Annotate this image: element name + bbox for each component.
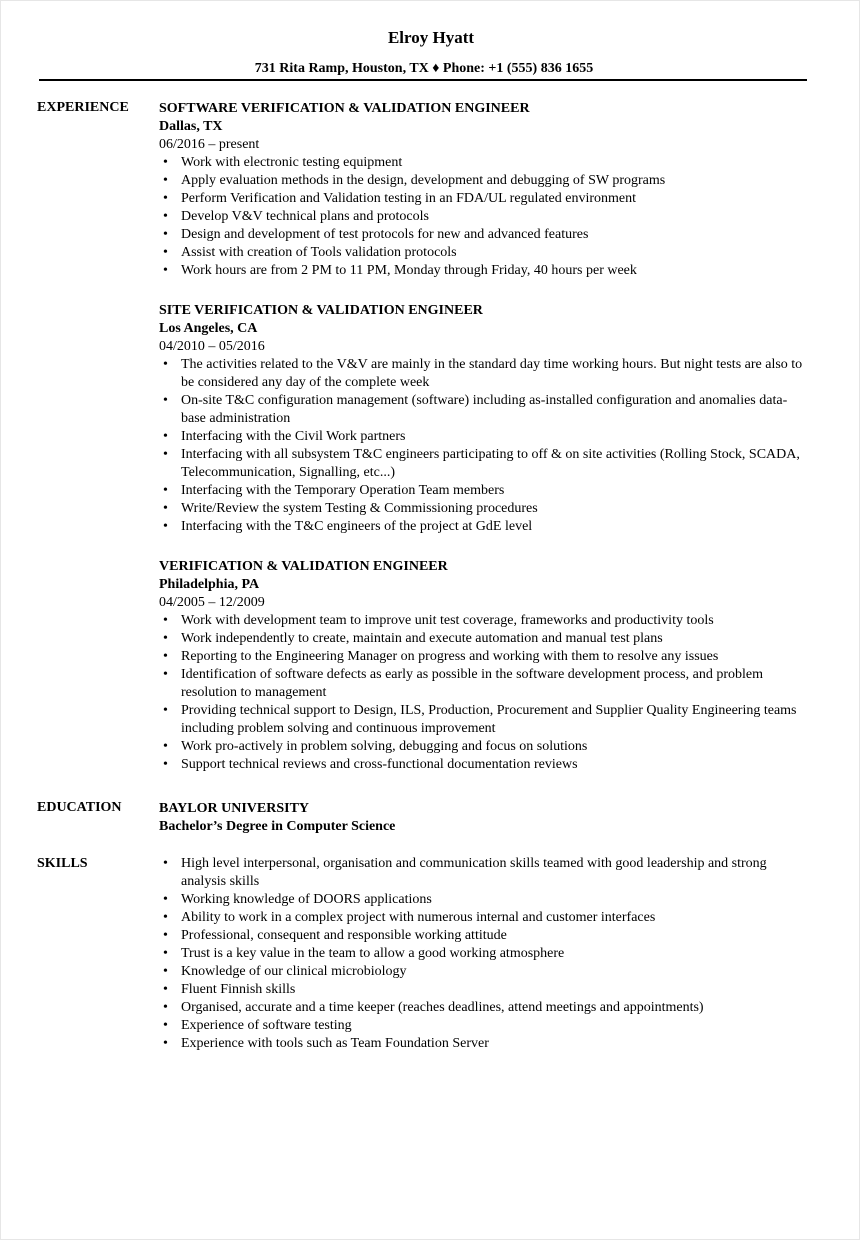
job-location: Los Angeles, CA (159, 321, 258, 336)
bullet-icon: • (163, 946, 168, 961)
job-dates: 04/2010 – 05/2016 (159, 339, 265, 354)
bullet-icon: • (163, 483, 168, 498)
bullet-icon: • (163, 227, 168, 242)
bullet-icon: • (163, 856, 168, 871)
list-item: • Fluent Finnish skills (163, 982, 296, 997)
job-1 (159, 100, 809, 280)
list-item: • Working knowledge of DOORS applications (163, 892, 432, 907)
list-item: • Interfacing with the Temporary Operation Team members (163, 483, 505, 498)
list-item: • Experience of software testing (163, 1018, 352, 1033)
bullet-icon: • (163, 613, 168, 628)
list-item: • Interfacing with the T&C engineers of the project at GdE level (163, 519, 533, 534)
bullet-icon: • (163, 667, 168, 682)
bullet-icon: • (163, 1036, 168, 1051)
job-title: SITE VERIFICATION & VALIDATION ENGINEER (159, 303, 483, 318)
list-item: • Interfacing with the Civil Work partners (163, 429, 406, 444)
job-bullet-list (159, 356, 809, 536)
skills-list (159, 855, 809, 1053)
bullet-icon: • (163, 631, 168, 646)
bullet-icon: • (163, 155, 168, 170)
job-2 (159, 302, 809, 536)
list-item: • Trust is a key value in the team to allow a good working atmosphere (163, 946, 565, 961)
bullet-icon: • (163, 245, 168, 260)
bullet-icon: • (163, 501, 168, 516)
list-item: • Support technical reviews and cross-functional documentation reviews (163, 757, 578, 772)
list-item: • Organised, accurate and a time keeper (reaches deadlines, attend meetings and appointments) (163, 1000, 704, 1015)
bullet-icon: • (163, 649, 168, 664)
list-item: • Knowledge of our clinical microbiology (163, 964, 407, 979)
bullet-icon: • (163, 703, 168, 718)
job-bullet-list (159, 154, 809, 280)
job-bullet-list (159, 612, 809, 774)
list-item: • Reporting to the Engineering Manager on progress and working with them to resolve any issues (163, 649, 719, 664)
list-item: • Interfacing with all subsystem T&C engineers participating to off & on site activities (Rolling Stock, SCADA, Telecommunication, Signalling, etc...) (163, 447, 800, 480)
degree: Bachelor’s Degree in Computer Science (159, 819, 396, 834)
experience-label: EXPERIENCE (37, 100, 129, 115)
bullet-icon: • (163, 429, 168, 444)
list-item: • Professional, consequent and responsible working attitude (163, 928, 507, 943)
list-item: • Ability to work in a complex project with numerous internal and customer interfaces (163, 910, 656, 925)
bullet-icon: • (163, 191, 168, 206)
bullet-icon: • (163, 447, 168, 462)
list-item: • Work with development team to improve unit test coverage, frameworks and productivity tools (163, 613, 714, 628)
bullet-icon: • (163, 1018, 168, 1033)
bullet-icon: • (163, 982, 168, 997)
list-item: • Write/Review the system Testing & Commissioning procedures (163, 501, 538, 516)
list-item: • Assist with creation of Tools validation protocols (163, 245, 457, 260)
school-name: BAYLOR UNIVERSITY (159, 801, 310, 816)
list-item: • Apply evaluation methods in the design, development and debugging of SW programs (163, 173, 666, 188)
job-title: SOFTWARE VERIFICATION & VALIDATION ENGINEER (159, 101, 530, 116)
job-dates: 04/2005 – 12/2009 (159, 595, 265, 610)
job-title: VERIFICATION & VALIDATION ENGINEER (159, 559, 448, 574)
list-item: • Work with electronic testing equipment (163, 155, 403, 170)
education-label: EDUCATION (37, 800, 122, 815)
bullet-icon: • (163, 757, 168, 772)
list-item: • High level interpersonal, organisation and communication skills teamed with good leadership and strong analysis skills (163, 856, 767, 889)
job-location: Philadelphia, PA (159, 577, 260, 592)
list-item: • On-site T&C configuration management (software) including as-installed configuration and anomalies data-base administration (163, 393, 788, 426)
bullet-icon: • (163, 173, 168, 188)
job-location: Dallas, TX (159, 119, 223, 134)
bullet-icon: • (163, 928, 168, 943)
bullet-icon: • (163, 209, 168, 224)
list-item: • Work pro-actively in problem solving, debugging and focus on solutions (163, 739, 588, 754)
bullet-icon: • (163, 519, 168, 534)
list-item: • The activities related to the V&V are mainly in the standard day time working hours. But night tests are also to be considered any day of the complete week (163, 357, 803, 390)
bullet-icon: • (163, 357, 168, 372)
skills-block (159, 855, 809, 1053)
list-item: • Work independently to create, maintain and execute automation and manual test plans (163, 631, 663, 646)
bullet-icon: • (163, 892, 168, 907)
list-item: • Develop V&V technical plans and protocols (163, 209, 429, 224)
contact-line: 731 Rita Ramp, Houston, TX ♦ Phone: +1 (555) 836 1655 (254, 61, 594, 76)
list-item: • Identification of software defects as early as possible in the software development process, and problem resolution to management (163, 667, 763, 700)
job-dates: 06/2016 – present (159, 137, 260, 152)
education-block (159, 800, 809, 836)
bullet-icon: • (163, 910, 168, 925)
skills-label: SKILLS (37, 856, 88, 871)
bullet-icon: • (163, 263, 168, 278)
candidate-name: Elroy Hyatt (387, 28, 475, 47)
bullet-icon: • (163, 1000, 168, 1015)
list-item: • Design and development of test protocols for new and advanced features (163, 227, 589, 242)
job-3 (159, 558, 809, 774)
list-item: • Work hours are from 2 PM to 11 PM, Monday through Friday, 40 hours per week (163, 263, 637, 278)
list-item: • Perform Verification and Validation testing in an FDA/UL regulated environment (163, 191, 637, 206)
list-item: • Experience with tools such as Team Foundation Server (163, 1036, 489, 1051)
header-divider (39, 79, 807, 81)
list-item: • Providing technical support to Design, ILS, Production, Procurement and Supplier Quality Engineering teams including problem solving and continuous improvement (163, 703, 797, 736)
bullet-icon: • (163, 739, 168, 754)
bullet-icon: • (163, 964, 168, 979)
bullet-icon: • (163, 393, 168, 408)
